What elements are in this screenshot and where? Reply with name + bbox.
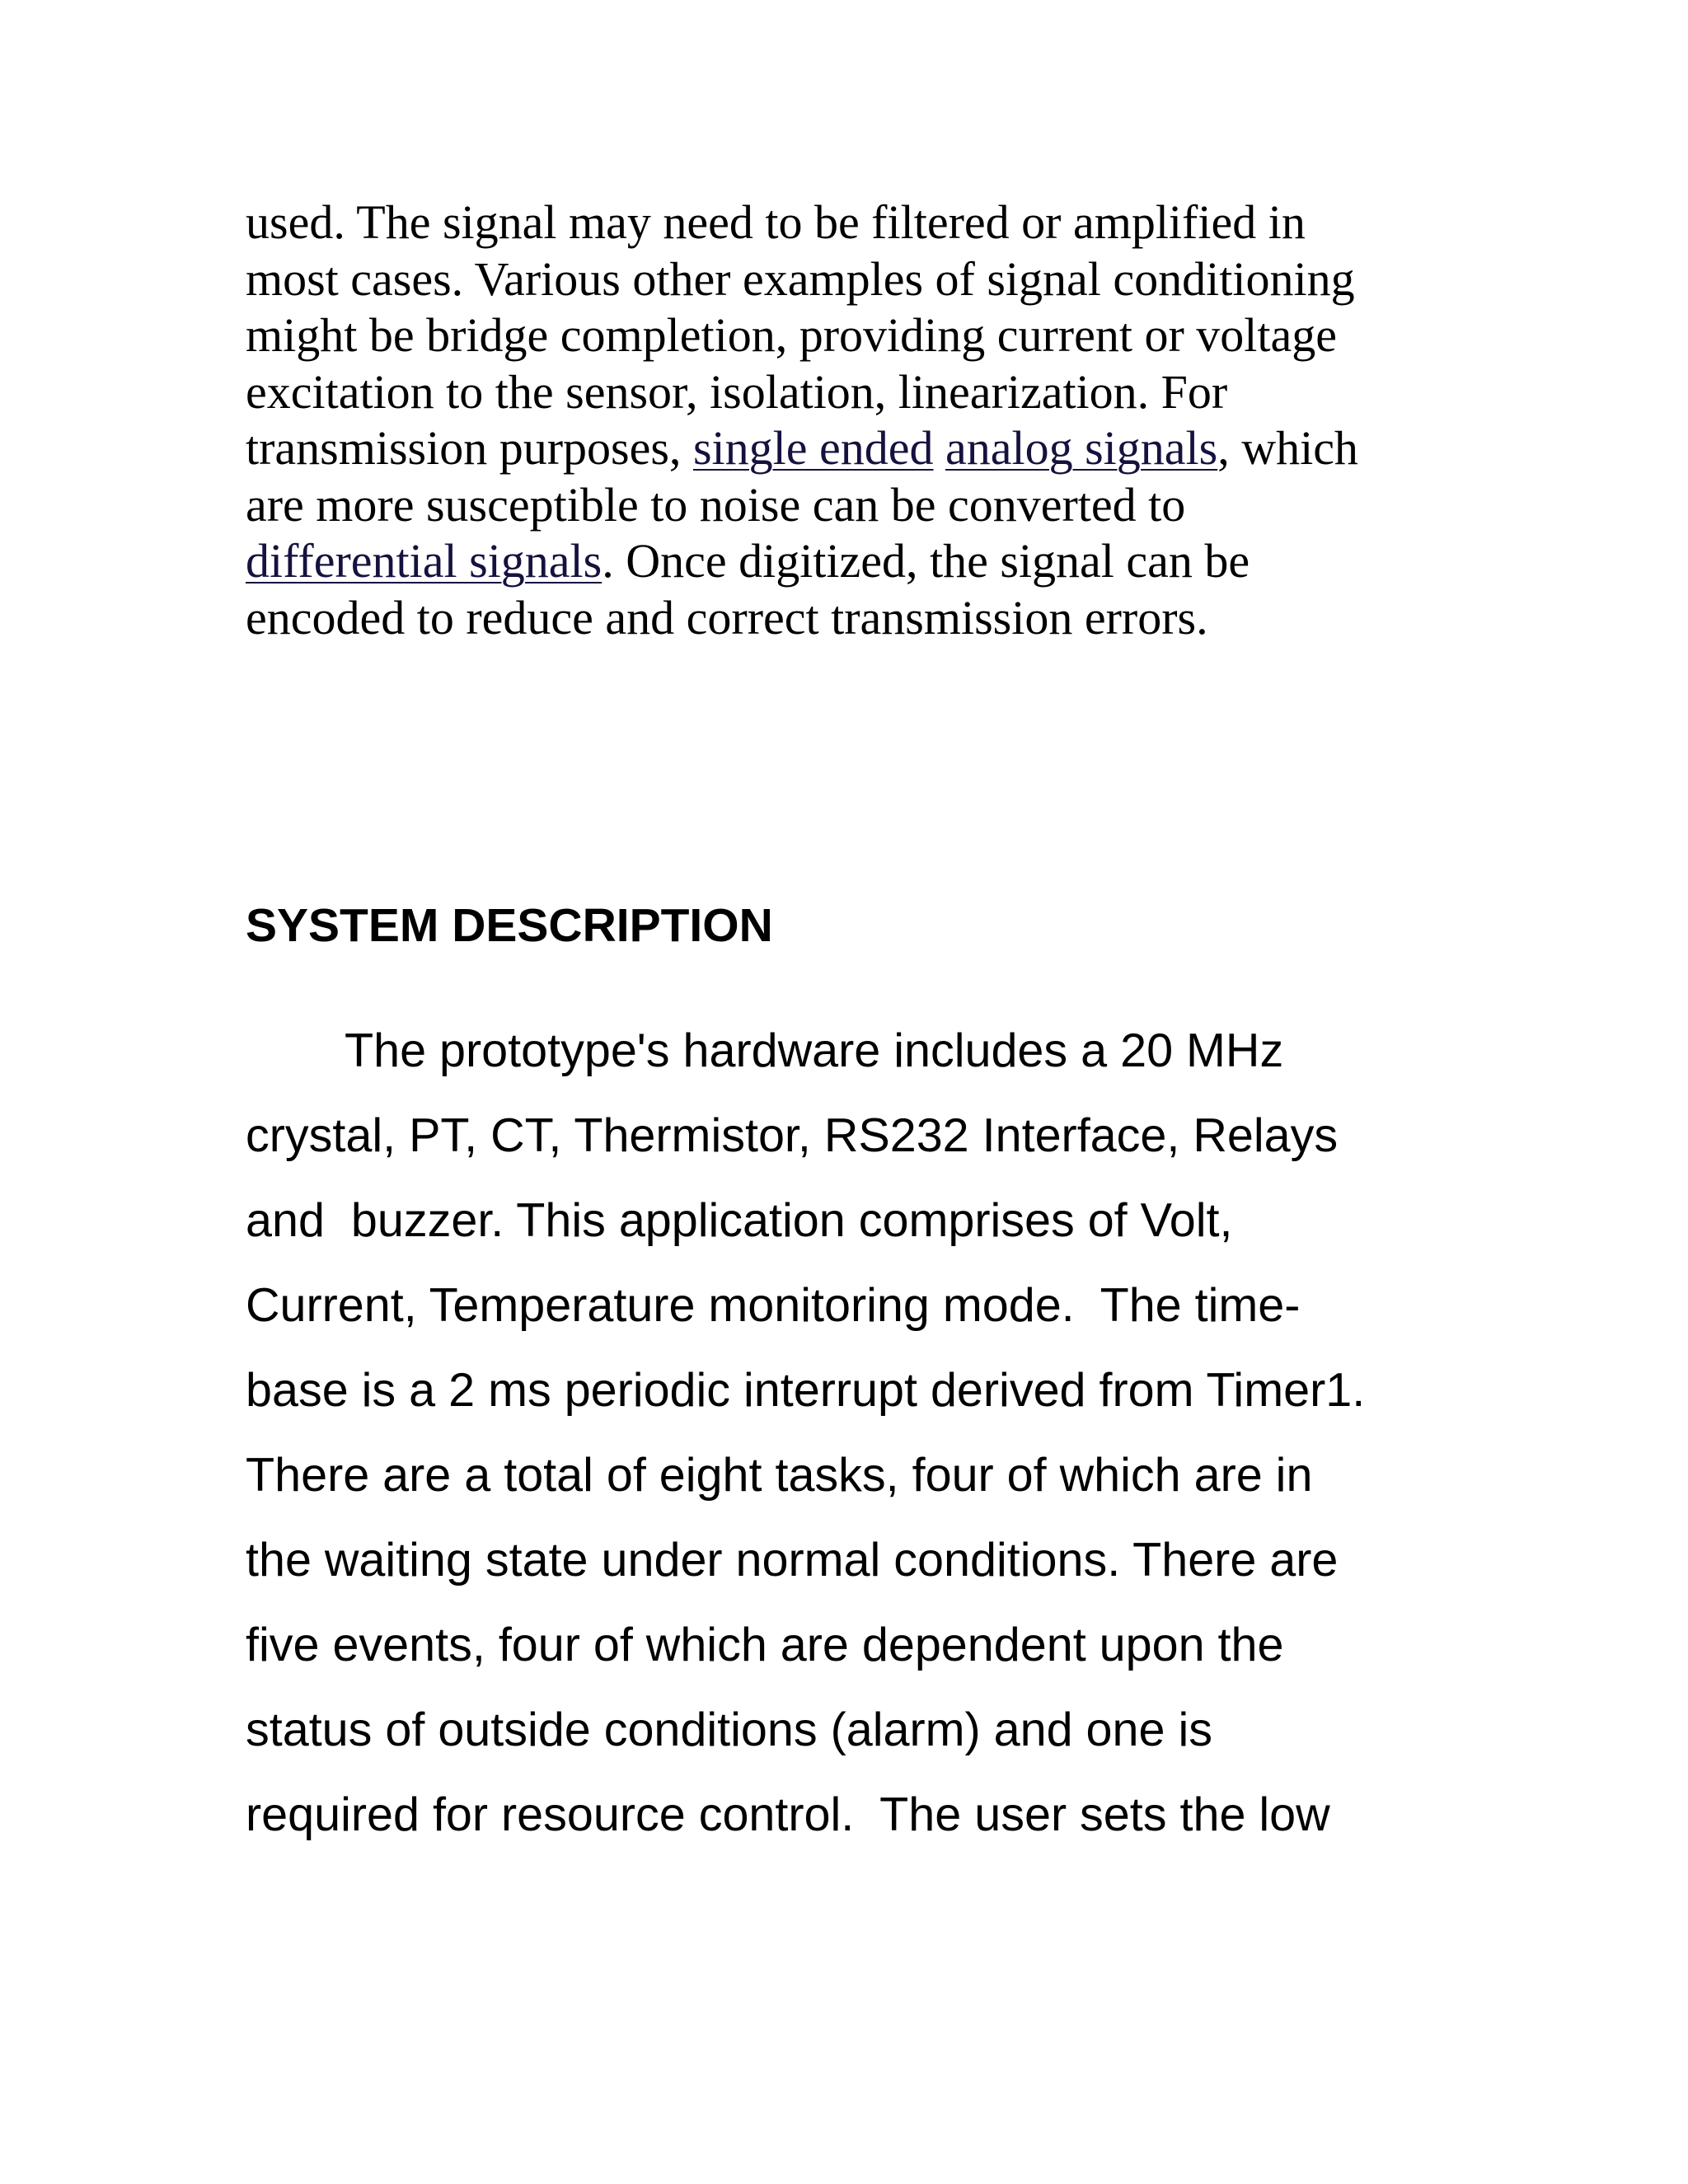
paragraph-line: and buzzer. This application comprises of Volt, — [246, 1194, 1233, 1247]
paragraph-line: The prototype's hardware includes a 20 MHz — [345, 1024, 1284, 1077]
section-heading: SYSTEM DESCRIPTION — [246, 899, 773, 952]
paragraph-line: Current, Temperature monitoring mode. The time- — [246, 1279, 1301, 1332]
single-ended-link[interactable]: single ended — [692, 421, 934, 475]
paragraph-line: There are a total of eight tasks, four of which are in — [246, 1449, 1313, 1502]
differential-signals-link[interactable]: differential signals — [246, 534, 603, 588]
line-text — [933, 421, 945, 475]
paragraph-line: required for resource control. The user sets the low — [246, 1788, 1330, 1841]
system-description-paragraph — [246, 1009, 1531, 1858]
paragraph-line: encoded to reduce and correct transmission errors. — [246, 590, 1208, 644]
paragraph-line: might be bridge completion, providing current or voltage — [246, 308, 1338, 362]
line-text: , which — [1217, 421, 1358, 475]
paragraph-line: base is a 2 ms periodic interrupt derived from Timer1. — [246, 1364, 1366, 1417]
paragraph-line: five events, four of which are dependent upon the — [246, 1619, 1284, 1671]
paragraph-line: the waiting state under normal conditions. There are — [246, 1534, 1339, 1586]
paragraph-line: used. The signal may need to be filtered or amplified in — [246, 195, 1306, 249]
line-text: transmission purposes, — [246, 421, 693, 475]
paragraph-line-with-links — [246, 420, 1498, 477]
paragraph-line: are more susceptible to noise can be converted to — [246, 477, 1186, 532]
paragraph-line: excitation to the sensor, isolation, linearization. For — [246, 364, 1228, 419]
paragraph-line: status of outside conditions (alarm) and one is — [246, 1704, 1212, 1756]
paragraph-line: most cases. Various other examples of signal conditioning — [246, 251, 1355, 306]
paragraph-line-with-link — [246, 533, 1498, 590]
line-text: . Once digitized, the signal can be — [602, 534, 1250, 588]
intro-paragraph — [246, 194, 1498, 646]
paragraph-line: crystal, PT, CT, Thermistor, RS232 Interface, Relays — [246, 1109, 1339, 1162]
analog-signals-link[interactable]: analog signals — [945, 421, 1218, 475]
